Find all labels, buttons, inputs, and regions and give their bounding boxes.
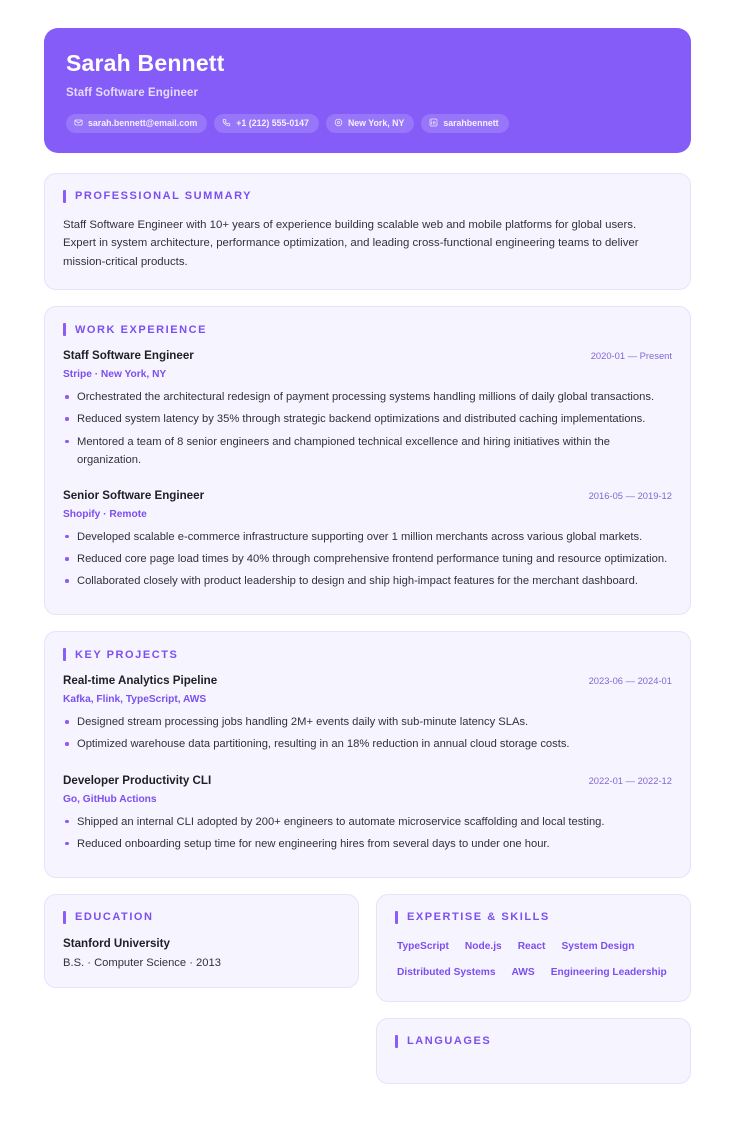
skill-tag: React: [517, 940, 546, 952]
project-entry: [63, 674, 672, 753]
work-entry-bullets: [63, 528, 672, 590]
section-title-work-experience: WORK EXPERIENCE: [75, 323, 208, 336]
linkedin-icon: [429, 118, 438, 127]
resume-header-banner: [44, 28, 691, 153]
envelope-icon: [74, 118, 83, 127]
bullet-item: Designed stream processing jobs handling 2M+ events daily with sub-minute latency SLAs.: [63, 713, 672, 731]
bullet-item: Orchestrated the architectural redesign of payment processing systems handling millions of daily global transactions.: [63, 388, 672, 406]
section-card-professional-summary: [44, 173, 691, 290]
skill-tag: Node.js: [464, 940, 502, 952]
project-entry-header: [63, 674, 672, 687]
skill-tag: Distributed Systems: [397, 967, 496, 979]
work-entry-role: Staff Software Engineer: [63, 349, 194, 363]
phone-icon: [222, 118, 231, 127]
bottom-left-column: [44, 894, 359, 1004]
accent-bar-icon: [63, 323, 66, 336]
skill-tag: System Design: [561, 940, 635, 952]
project-entry-name: Developer Productivity CLI: [63, 773, 212, 787]
accent-bar-icon: [395, 911, 398, 924]
project-entry-header: [63, 774, 672, 787]
bullet-item: Reduced core page load times by 40% through comprehensive frontend performance tuning and resource optimization.: [63, 550, 672, 568]
skill-tag: TypeScript: [397, 940, 449, 952]
contact-chip-phone[interactable]: [214, 114, 319, 133]
project-entry-dates: 2022-01 — 2022-12: [588, 774, 672, 786]
work-entry: [63, 489, 672, 590]
project-entry-bullets: [63, 713, 672, 753]
education-detail: B.S. · Computer Science · 2013: [63, 956, 221, 969]
contact-chip-linkedin-label: sarahbennett: [443, 117, 499, 128]
project-entry-name: Real-time Analytics Pipeline: [63, 674, 218, 688]
section-card-education: [44, 894, 359, 988]
skills-list: [395, 937, 672, 983]
education-school: Stanford University: [63, 936, 170, 950]
project-entry: [63, 774, 672, 853]
contact-chip-email-label: sarah.bennett@email.com: [88, 117, 198, 128]
section-header: [395, 1035, 672, 1048]
bottom-right-column: [376, 894, 691, 1100]
project-entry-bullets: [63, 813, 672, 853]
skill-tag: Engineering Leadership: [550, 967, 667, 979]
work-entry-header: [63, 489, 672, 502]
bullet-item: Developed scalable e-commerce infrastructure supporting over 1 million merchants across various global markets.: [63, 528, 672, 546]
bullet-item: Reduced onboarding setup time for new engineering hires from several days to under one hour.: [63, 835, 672, 853]
section-header: [63, 648, 672, 661]
work-entry-bullets: [63, 388, 672, 469]
skill-tag: AWS: [511, 967, 535, 979]
project-entry-tech: Go, GitHub Actions: [63, 793, 157, 805]
section-card-work-experience: [44, 306, 691, 615]
contact-chip-email[interactable]: [66, 114, 207, 133]
contact-chip-phone-label: +1 (212) 555-0147: [236, 117, 309, 128]
contact-chip-linkedin[interactable]: [421, 114, 508, 133]
section-title-professional-summary: PROFESSIONAL SUMMARY: [75, 190, 253, 203]
bullet-item: Reduced system latency by 35% through strategic backend optimizations and distributed caching implementations.: [63, 410, 672, 428]
section-card-languages: [376, 1018, 691, 1084]
professional-summary-text: Staff Software Engineer with 10+ years of experience building scalable web and mobile platforms for global users. Expert in system architecture, performance optimization, and leading cross-functional engineering teams to deliver mission-critical products.: [63, 218, 639, 268]
contact-chip-location[interactable]: [326, 114, 414, 133]
accent-bar-icon: [395, 1035, 398, 1048]
bullet-item: Optimized warehouse data partitioning, resulting in an 18% reduction in annual cloud storage costs.: [63, 735, 672, 753]
candidate-job-title: Staff Software Engineer: [66, 86, 199, 99]
section-title-expertise-skills: EXPERTISE & SKILLS: [407, 911, 550, 924]
project-entry-dates: 2023-06 — 2024-01: [588, 675, 672, 687]
section-title-education: EDUCATION: [75, 911, 154, 924]
section-header: [395, 911, 672, 924]
section-header: [63, 190, 672, 203]
work-entry-dates: 2016-05 — 2019-12: [588, 489, 672, 501]
candidate-name: Sarah Bennett: [66, 50, 225, 76]
work-entry-company: Stripe · New York, NY: [63, 369, 167, 381]
accent-bar-icon: [63, 648, 66, 661]
location-pin-icon: [334, 118, 343, 127]
bottom-columns: [44, 894, 691, 1100]
section-header: [63, 911, 340, 924]
bullet-item: Collaborated closely with product leadership to design and ship high-impact features for the merchant dashboard.: [63, 572, 672, 590]
section-card-expertise-skills: [376, 894, 691, 1002]
section-title-languages: LANGUAGES: [407, 1035, 492, 1048]
work-entry-header: [63, 349, 672, 362]
section-title-key-projects: KEY PROJECTS: [75, 648, 179, 661]
contact-chip-location-label: New York, NY: [347, 117, 405, 128]
contact-chip-row: [66, 114, 669, 133]
accent-bar-icon: [63, 911, 66, 924]
section-card-key-projects: [44, 631, 691, 878]
work-entry-role: Senior Software Engineer: [63, 488, 205, 502]
section-header: [63, 323, 672, 336]
bullet-item: Shipped an internal CLI adopted by 200+ engineers to automate microservice scaffolding and local testing.: [63, 813, 672, 831]
work-entry: [63, 349, 672, 469]
accent-bar-icon: [63, 190, 66, 203]
work-entry-company: Shopify · Remote: [63, 508, 147, 520]
bullet-item: Mentored a team of 8 senior engineers and championed technical excellence and hiring initiatives within the organization.: [63, 433, 672, 469]
work-entry-dates: 2020-01 — Present: [590, 350, 672, 362]
project-entry-tech: Kafka, Flink, TypeScript, AWS: [63, 694, 207, 706]
